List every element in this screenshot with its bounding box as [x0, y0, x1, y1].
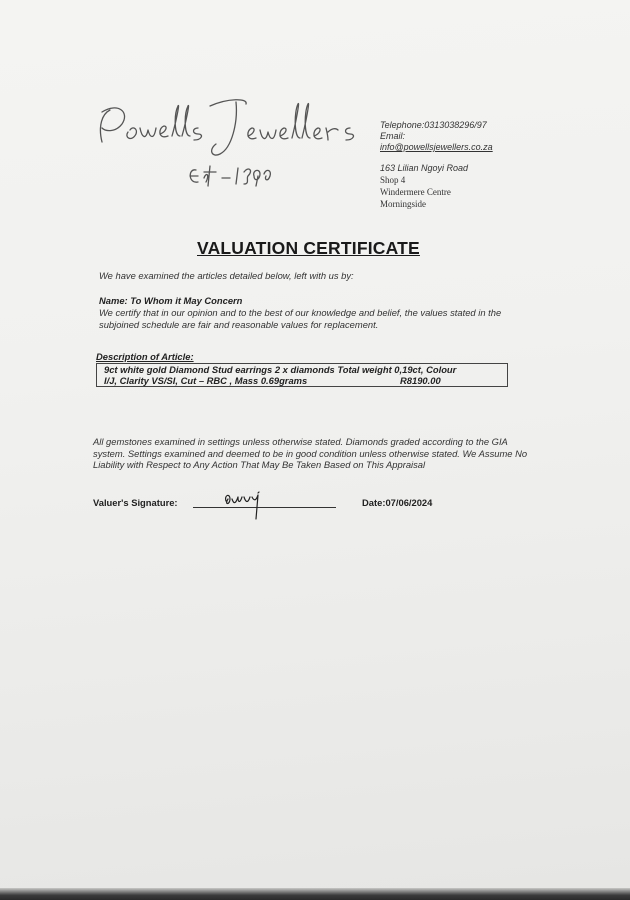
email-label: Email: [380, 131, 406, 141]
powells-jewellers-logo [88, 92, 368, 192]
telephone-text: Telephone:0313038296/97 [380, 120, 487, 130]
certification-statement: We certify that in our opinion and to the best of our knowledge and belief, the values stated in the subjoined schedule are fair and reasonable values for replacement. [99, 307, 502, 330]
article-description-line-1: 9ct white gold Diamond Stud earrings 2 x diamonds Total weight 0,19ct, Colour [104, 364, 457, 375]
certificate-title: VALUATION CERTIFICATE [197, 238, 420, 258]
address-line-street: 163 Lilian Ngoyi Road [380, 163, 469, 173]
disclaimer-text: All gemstones examined in settings unless otherwise stated. Diamonds graded according to the GIA system. Settings examined and deemed to be in good condition unless otherwise stated. We Assume No Liability with Respect to Any Action That May Be Taken Based on This Appraisal [93, 436, 528, 470]
article-value: R8190.00 [400, 375, 441, 386]
address-line-suburb: Morningside [380, 199, 426, 209]
intro-text: We have examined the articles detailed below, left with us by: [99, 270, 354, 281]
handwritten-signature [222, 487, 272, 523]
address-line-centre: Windermere Centre [380, 187, 451, 197]
article-description-label: Description of Article: [96, 351, 194, 362]
valuation-date: Date:07/06/2024 [362, 497, 433, 508]
contact-block [380, 120, 493, 153]
signature-label: Valuer's Signature: [93, 497, 178, 508]
table-edge-background [0, 888, 630, 900]
address-line-shop: Shop 4 [380, 175, 406, 185]
email-link[interactable]: info@powellsjewellers.co.za [380, 142, 493, 152]
article-description-line-2: I/J, Clarity VS/SI, Cut – RBC , Mass 0.69grams [104, 375, 308, 386]
address-block [380, 162, 468, 210]
recipient-name: Name: To Whom it May Concern [99, 295, 243, 306]
